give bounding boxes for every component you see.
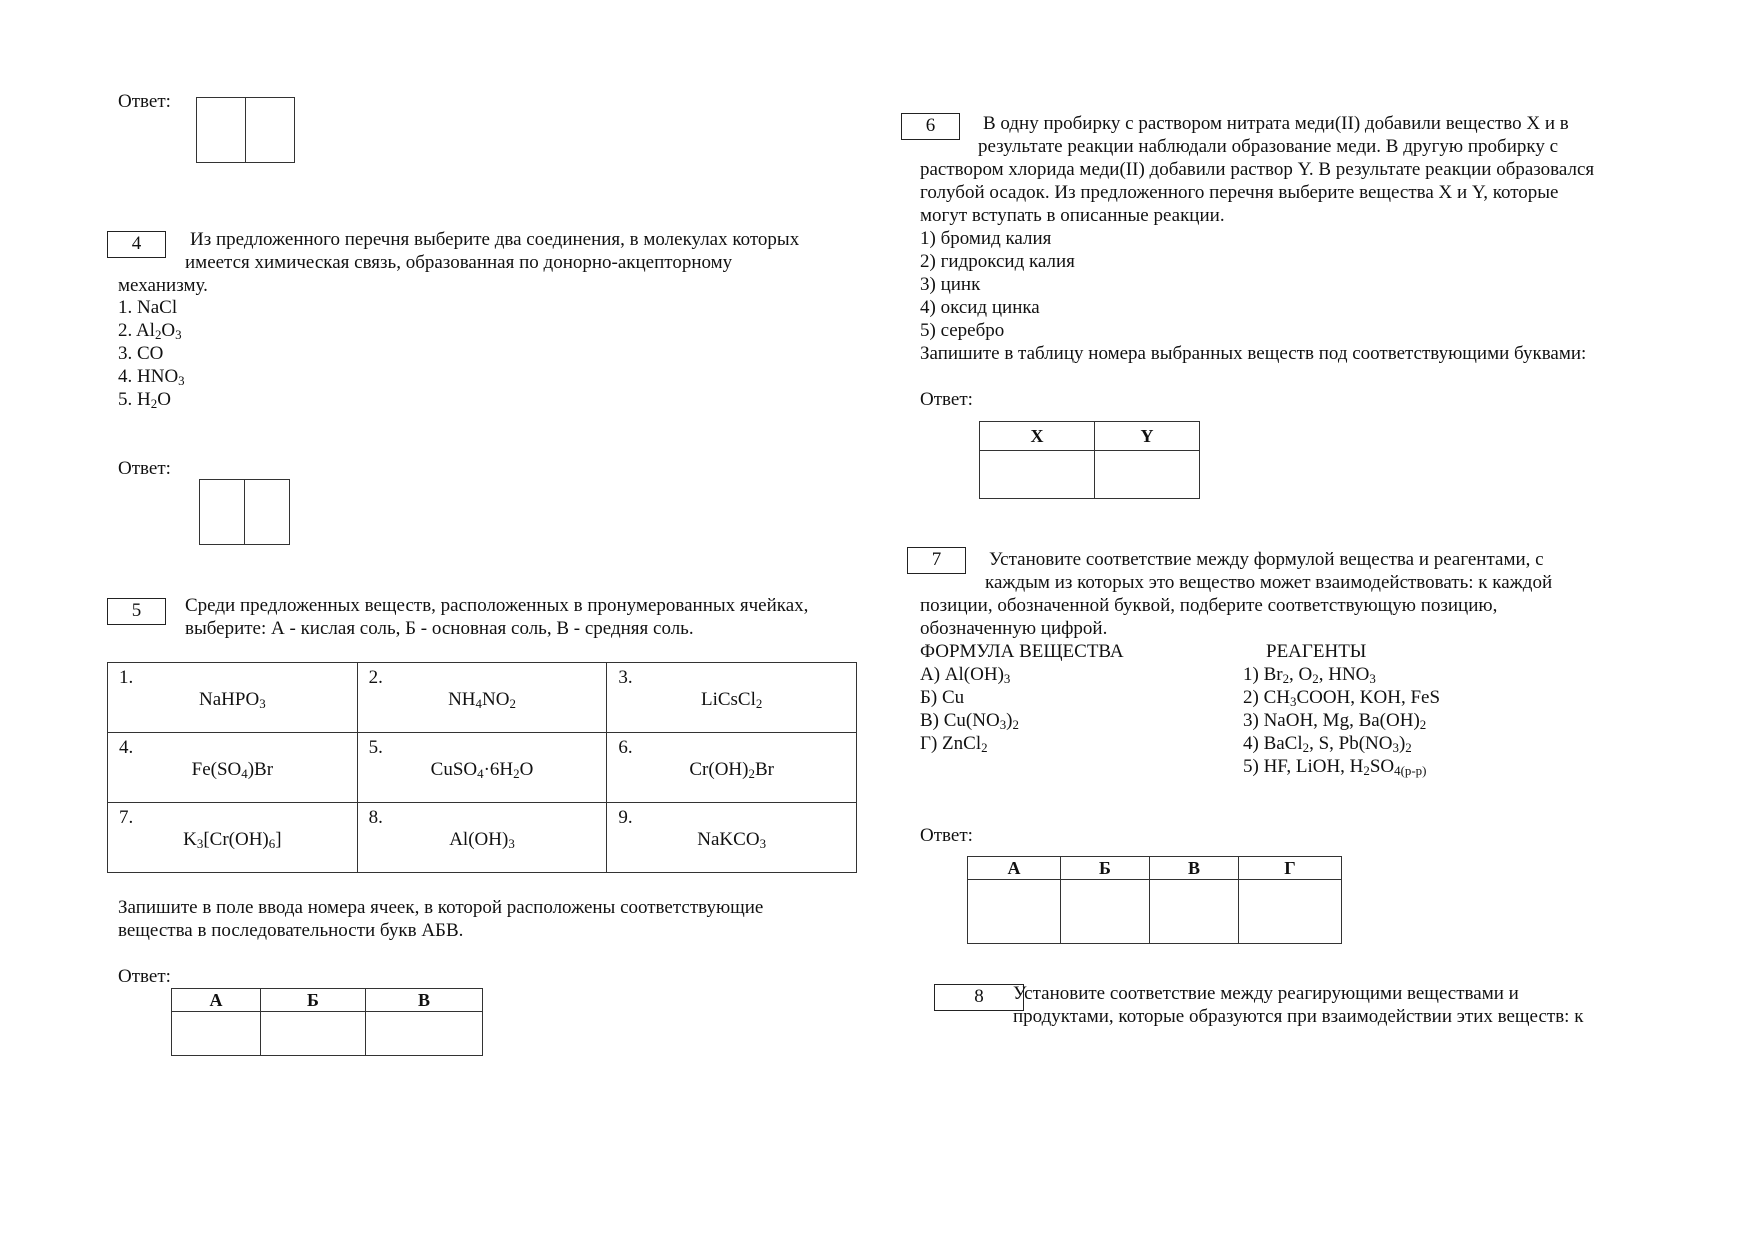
answer-box[interactable] [246, 98, 295, 163]
q4-option-3: 3. CO [118, 343, 164, 364]
q7-reagent-4: 4) BaCl$_2$, S, $Pb(NO_3)_2$ [1243, 733, 1412, 755]
q4-option-5: 5. $H_2O$ [118, 389, 171, 411]
answer-box[interactable] [245, 480, 290, 545]
answer-label-q4: Ответ: [118, 458, 171, 479]
q7-formula-2: Б) Cu [920, 687, 965, 708]
cell-formula: NaKCO$_3$ [697, 829, 767, 851]
cell-formula: LiCsCl$_2$ [700, 689, 763, 711]
q7-formula-1: А) $Al(OH)_3$ [920, 664, 1011, 686]
q8-line2: продуктами, которые образуются при взаимодействии этих веществ: к [1013, 1006, 1584, 1027]
answer-cell[interactable] [366, 1012, 483, 1056]
question-number-5: 5 [107, 598, 166, 625]
answer-cell[interactable] [261, 1012, 366, 1056]
cell-number: 6. [618, 737, 633, 758]
grid-cell-9 [607, 803, 857, 873]
question-number-6: 6 [901, 113, 960, 140]
cell-number: 8. [368, 807, 383, 828]
answer-cell[interactable] [172, 1012, 261, 1056]
q7-reagent-1: 1) $Br_2$, $O_2$, $HNO_3$ [1243, 664, 1376, 686]
q8-line1: Установите соответствие между реагирующими веществами и [1013, 983, 1519, 1004]
col-header-x: X [980, 422, 1095, 451]
answer-label-q7: Ответ: [920, 825, 973, 846]
col-header-v: В [366, 989, 483, 1012]
q6-option-5: 5) серебро [920, 320, 1005, 341]
q5-intro-line1: Среди предложенных веществ, расположенных в пронумерованных ячейках, [185, 595, 809, 616]
q5-after-line1: Запишите в поле ввода номера ячеек, в которой расположены соответствующие [118, 897, 764, 918]
q6-answer-table [979, 421, 1200, 499]
q6-instruction: Запишите в таблицу номера выбранных веществ под соответствующими буквами: [920, 343, 1587, 364]
q6-option-3: 3) цинк [920, 274, 981, 295]
grid-cell-4 [108, 733, 358, 803]
q6-option-4: 4) оксид цинка [920, 297, 1040, 318]
grid-cell-5 [357, 733, 607, 803]
cell-formula: $NH_4NO_2$ [448, 689, 516, 711]
answer-cell[interactable] [1239, 880, 1342, 944]
q6-option-1: 1) бромид калия [920, 228, 1052, 249]
q4-option-1: 1. NaCl [118, 297, 178, 318]
grid-cell-2 [357, 663, 607, 733]
cell-number: 4. [119, 737, 134, 758]
cell-number: 2. [368, 667, 383, 688]
q4-option-2: 2. $Al_2O_3$ [118, 320, 182, 342]
answer-cell[interactable] [1095, 451, 1200, 499]
q7-col2-title: РЕАГЕНТЫ [1266, 641, 1367, 662]
q7-formula-3: В) $Cu(NO_3)_2$ [920, 710, 1019, 732]
q7-line1: Установите соответствие между формулой вещества и реагентами, с [989, 549, 1544, 570]
question-number-7: 7 [907, 547, 966, 574]
cell-number: 9. [618, 807, 633, 828]
answer-cell[interactable] [980, 451, 1095, 499]
cell-formula: $CuSO_4\cdot 6H_2O$ [430, 759, 534, 781]
q5-intro-line2: выберите: А - кислая соль, Б - основная соль, В - средняя соль. [185, 618, 694, 639]
q6-option-2: 2) гидроксид калия [920, 251, 1075, 272]
q5-substance-grid [107, 662, 857, 873]
cell-number: 1. [119, 667, 134, 688]
q4-intro-line3: механизму. [118, 275, 208, 296]
answer-cell[interactable] [1061, 880, 1150, 944]
q7-line3: позиции, обозначенной буквой, подберите соответствующую позицию, [920, 595, 1498, 616]
q4-intro-line2: имеется химическая связь, образованная по донорно-акцепторному [185, 252, 733, 273]
question-number-4: 4 [107, 231, 166, 258]
q5-answer-table [171, 988, 483, 1056]
q7-reagent-list [1243, 663, 1440, 778]
answer-label-q6: Ответ: [920, 389, 973, 410]
q7-reagent-3: 3) NaOH, Mg, $Ba(OH)_2$ [1243, 710, 1427, 732]
cell-formula: $Al(OH)_3$ [449, 829, 515, 851]
cell-formula: $Cr(OH)_2Br$ [689, 759, 774, 781]
answer-cell[interactable] [1150, 880, 1239, 944]
answer-box[interactable] [200, 480, 245, 545]
grid-cell-1 [108, 663, 358, 733]
cell-number: 7. [119, 807, 134, 828]
q4-option-4: 4. $HNO_3$ [118, 366, 185, 388]
q6-line1: В одну пробирку с раствором нитрата меди(II) добавили вещество X и в [983, 113, 1569, 134]
q6-line4: голубой осадок. Из предложенного перечня выберите вещества X и Y, которые [920, 182, 1559, 203]
q7-formula-4: Г) ZnCl$_2$ [920, 733, 988, 755]
q7-line2: каждым из которых это вещество может взаимодействовать: к каждой [985, 572, 1553, 593]
q6-line3: раствором хлорида меди(II) добавили раствор Y. В результате реакции образовался [920, 159, 1595, 180]
q5-after-line2: вещества в последовательности букв АБВ. [118, 920, 464, 941]
cell-formula: $K_3[Cr(OH)_6]$ [183, 829, 282, 851]
cell-formula: $Fe(SO_4)Br$ [191, 759, 274, 781]
col-header-y: Y [1095, 422, 1200, 451]
col-header-a: А [968, 857, 1061, 880]
grid-cell-3 [607, 663, 857, 733]
col-header-b: Б [261, 989, 366, 1012]
q6-line2: результате реакции наблюдали образование меди. В другую пробирку с [978, 136, 1559, 157]
answer-boxes-q3 [196, 97, 295, 163]
q4-intro-line1: Из предложенного перечня выберите два соединения, в молекулах которых [190, 229, 800, 250]
cell-formula: NaHPO$_3$ [199, 689, 266, 711]
q6-line5: могут вступать в описанные реакции. [920, 205, 1225, 226]
answer-cell[interactable] [968, 880, 1061, 944]
question-number-8: 8 [934, 984, 1024, 1011]
answer-label-q3: Ответ: [118, 91, 171, 112]
answer-box[interactable] [197, 98, 246, 163]
col-header-g: Г [1239, 857, 1342, 880]
q7-line4: обозначенную цифрой. [920, 618, 1108, 639]
q7-reagent-5: 5) HF, LiOH, $H_2SO_{4(р-р)}$ [1243, 756, 1427, 778]
q7-reagent-2: 2) $CH_3COOH$, KOH, FeS [1243, 687, 1441, 709]
cell-number: 5. [368, 737, 383, 758]
grid-cell-7 [108, 803, 358, 873]
q7-answer-table [967, 856, 1342, 944]
q7-formula-list [920, 663, 1019, 755]
col-header-b: Б [1061, 857, 1150, 880]
q4-options-list [118, 296, 185, 411]
answer-label-q5: Ответ: [118, 966, 171, 987]
answer-boxes-q4 [199, 479, 290, 545]
cell-number: 3. [618, 667, 633, 688]
grid-cell-8 [357, 803, 607, 873]
col-header-a: А [172, 989, 261, 1012]
q7-col1-title: ФОРМУЛА ВЕЩЕСТВА [920, 641, 1124, 662]
col-header-v: В [1150, 857, 1239, 880]
grid-cell-6 [607, 733, 857, 803]
